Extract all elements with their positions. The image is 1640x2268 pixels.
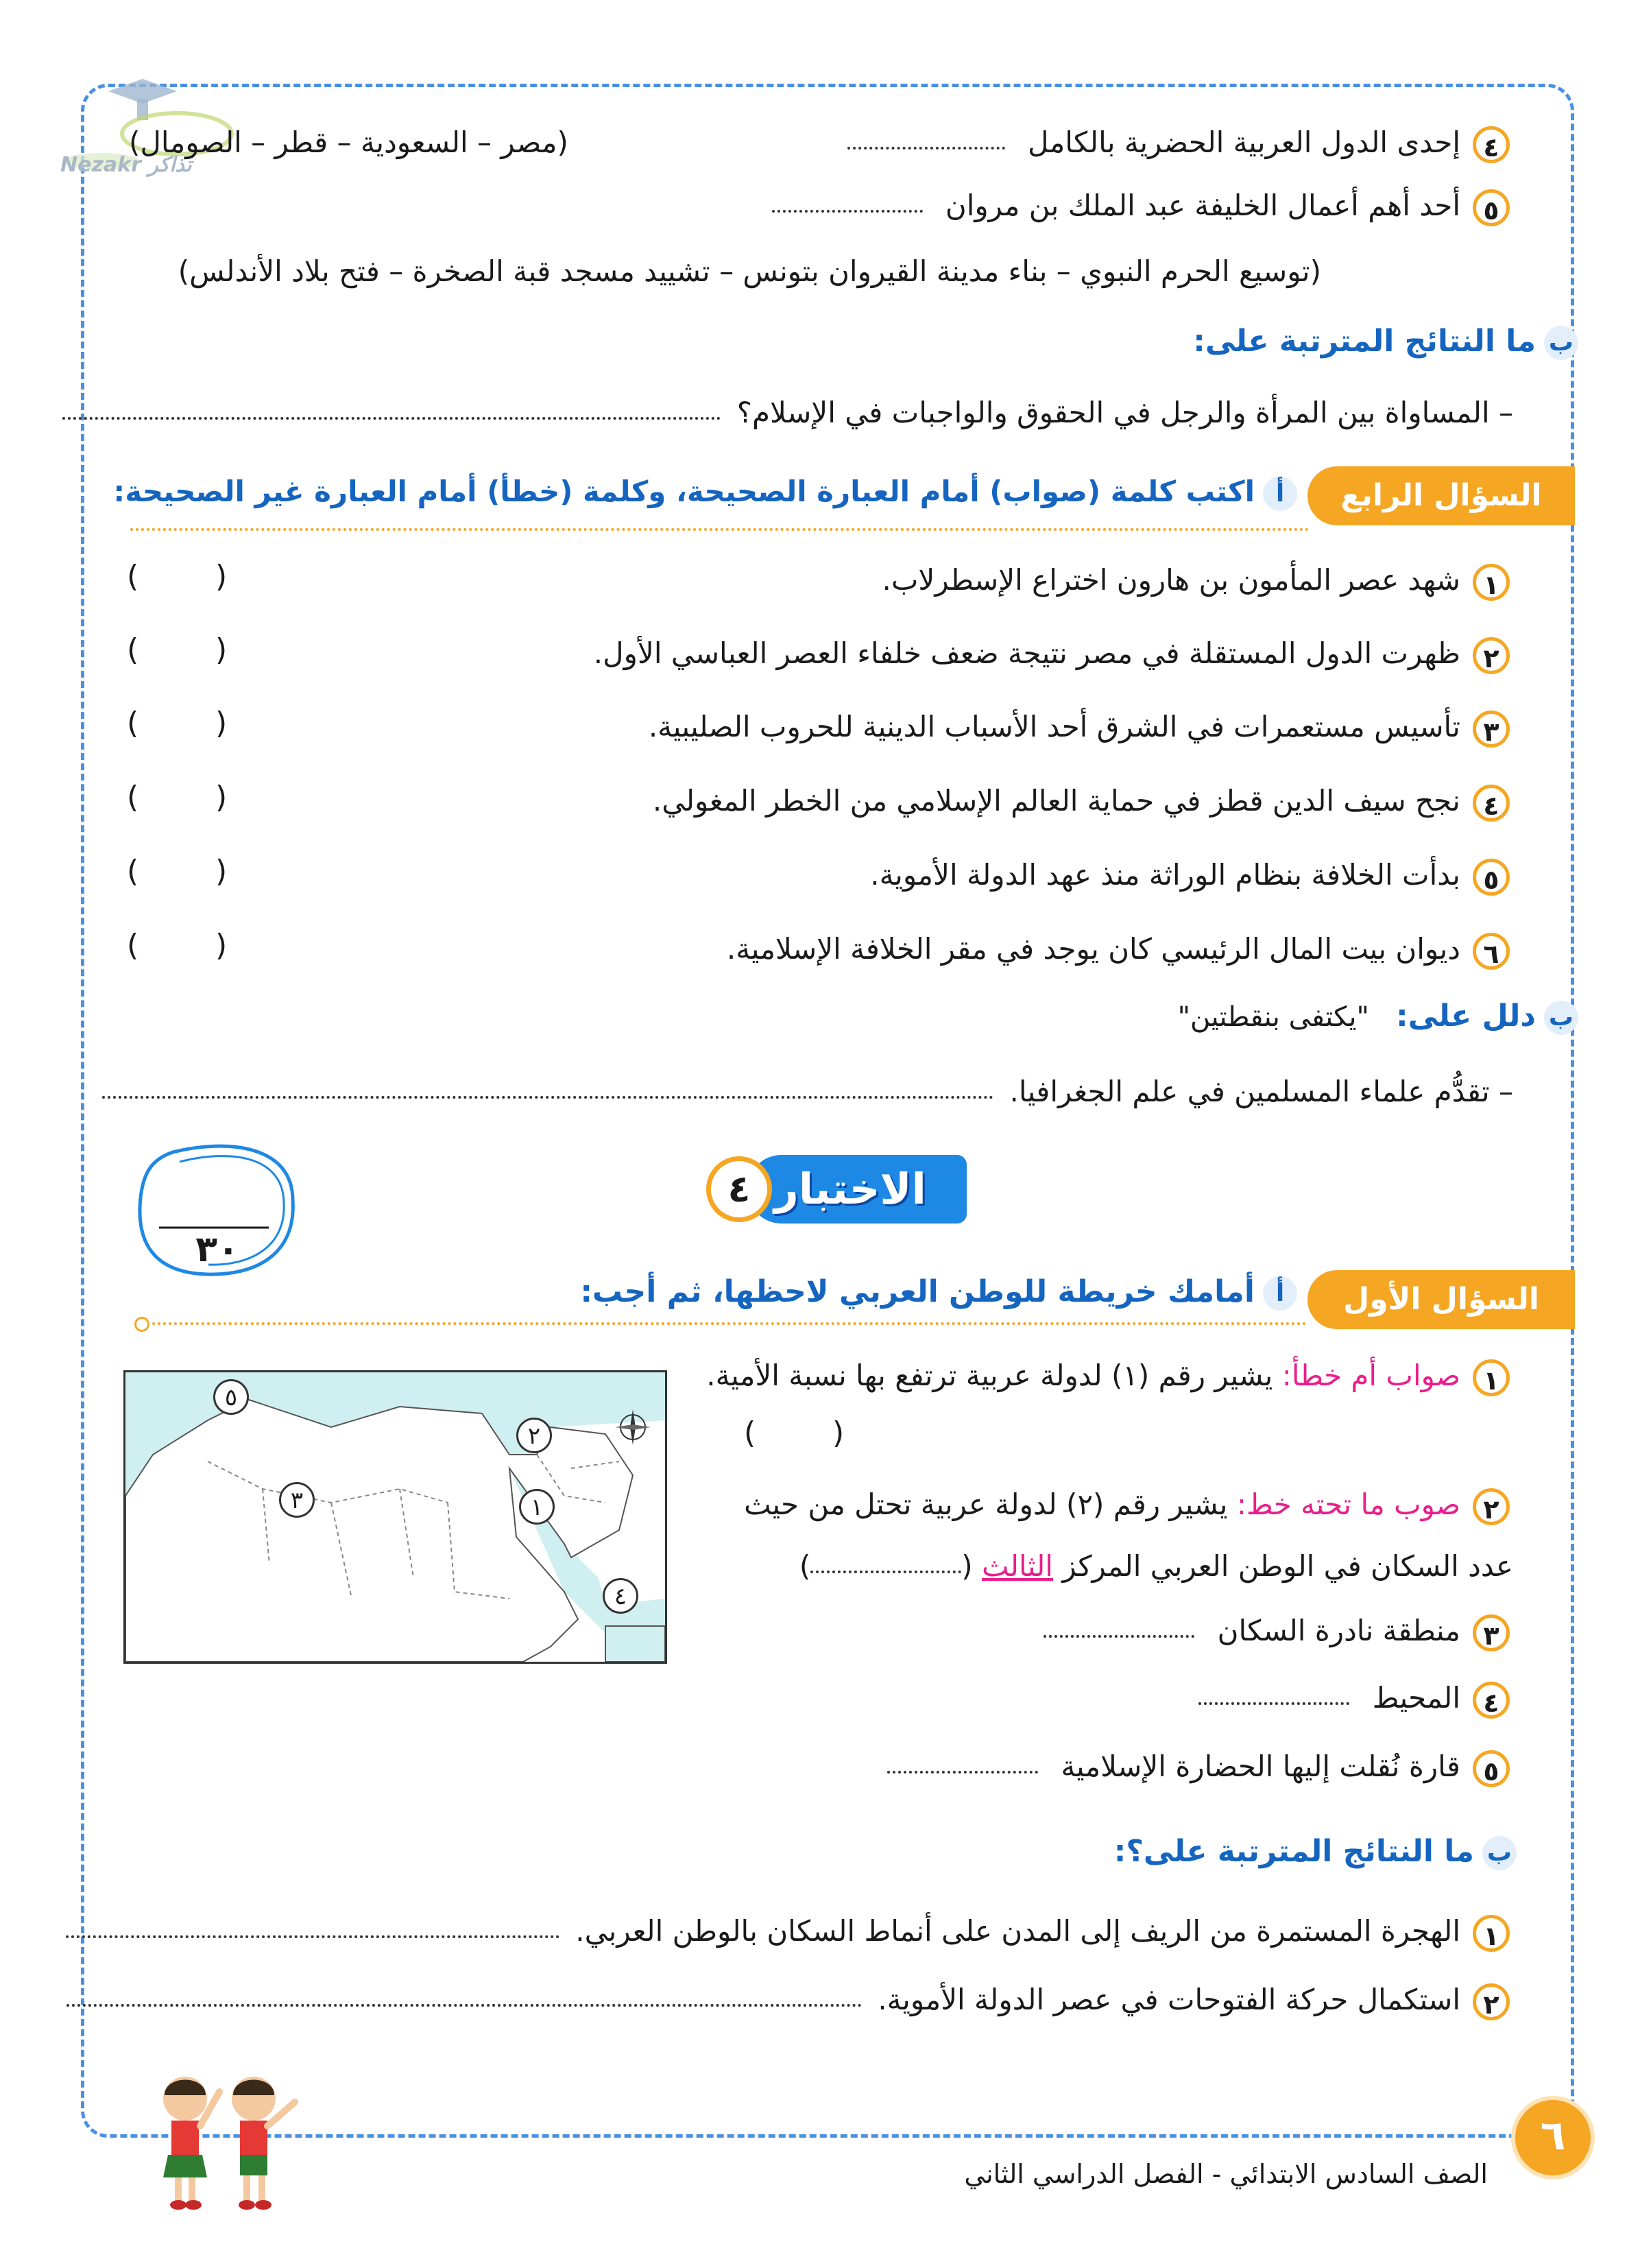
answer-parentheses[interactable]: ( ) — [127, 854, 228, 889]
q4-item-5-text: بدأت الخلافة بنظام الوراثة منذ عهد الدولة الأموية. — [870, 858, 1460, 892]
number-badge: ٤ — [1473, 126, 1510, 163]
q4-item-4-text: نجح سيف الدين قطز في حماية العالم الإسلامي من الخطر المغولي. — [652, 784, 1460, 817]
q4-item-1-text: شهد عصر المأمون بن هارون اختراع الإسطرلاب. — [882, 563, 1460, 597]
q1-item-4 — [1198, 1679, 1510, 1719]
q4-divider — [130, 528, 1310, 531]
q1-item-1-label: صواب أم خطأ: — [1281, 1359, 1460, 1392]
number-badge: ٢ — [1473, 1488, 1510, 1525]
q1-a-title-text: أمامك خريطة للوطن العربي لاحظها، ثم أجب: — [580, 1274, 1255, 1309]
q4-item-2 — [594, 634, 1510, 674]
q1-item-2-line2-text: عدد السكان في الوطن العربي المركز — [1062, 1549, 1513, 1583]
sub-badge: أ — [1263, 1276, 1297, 1311]
answer-blank[interactable] — [772, 203, 923, 213]
q4-item-6-text: ديوان بيت المال الرئيسي كان يوجد في مقر الخلافة الإسلامية. — [726, 932, 1460, 966]
answer-blank[interactable] — [810, 1564, 961, 1573]
answer-blank[interactable] — [847, 140, 1005, 150]
answer-blank[interactable] — [62, 410, 721, 420]
number-badge: ٦ — [1473, 933, 1510, 970]
q1-item-1-text: يشير رقم (١) لدولة عربية ترتفع بها نسبة الأمية. — [706, 1359, 1273, 1392]
q3-item-5 — [772, 187, 1510, 226]
paren-close: ) — [799, 1549, 811, 1583]
answer-parentheses[interactable]: ( ) — [127, 706, 228, 741]
q3-b-title — [1193, 324, 1578, 360]
q3-b-item-text: – المساواة بين المرأة والرجل في الحقوق والواجبات في الإسلام؟ — [736, 396, 1513, 429]
q4-item-2-text: ظهرت الدول المستقلة في مصر نتيجة ضعف خلفاء العصر العباسي الأول. — [593, 636, 1460, 670]
compass-icon — [614, 1408, 652, 1446]
q3-item-4-options: (مصر – السعودية – قطر – الصومال) — [129, 126, 568, 159]
q3-item-5-text: أحد أهم أعمال الخليفة عبد الملك بن مروان — [945, 189, 1460, 222]
q1-b-item-1 — [66, 1912, 1510, 1952]
answer-parentheses[interactable]: ( ) — [127, 780, 228, 815]
q4-item-1 — [882, 561, 1510, 601]
sub-badge: ب — [1544, 326, 1578, 360]
number-badge: ٤ — [1473, 785, 1510, 822]
number-badge: ٤ — [1473, 1682, 1510, 1719]
q1-b-title — [1114, 1834, 1517, 1870]
q4-b-title — [1178, 999, 1578, 1035]
q4-item-3-text: تأسيس مستعمرات في الشرق أحد الأسباب الدينية للحروب الصليبية. — [648, 710, 1460, 743]
q1-item-2-text: يشير رقم (٢) لدولة عربية تحتل من حيث — [744, 1488, 1228, 1521]
sub-badge: أ — [1263, 477, 1297, 511]
exam-number-badge — [706, 1156, 772, 1222]
page-number-badge — [1515, 2100, 1591, 2175]
q1-b-title-text: ما النتائج المترتبة على؟: — [1113, 1834, 1474, 1869]
q1-item-1 — [706, 1357, 1510, 1396]
sub-badge: ب — [1544, 1001, 1578, 1035]
q4-a-title-text: اكتب كلمة (صواب) أمام العبارة الصحيحة، وكلمة (خطأ) أمام العبارة غير الصحيحة: — [113, 475, 1255, 508]
q4-item-6 — [727, 930, 1510, 970]
q4-item-3 — [649, 708, 1510, 748]
q4-a-title — [113, 475, 1297, 511]
answer-parentheses[interactable]: ( ) — [744, 1416, 845, 1451]
kids-illustration — [137, 2064, 309, 2215]
q1-item-3 — [1044, 1612, 1510, 1651]
answer-blank[interactable] — [887, 1764, 1038, 1774]
map-label-3: ٣ — [279, 1482, 315, 1518]
q4-header: السؤال الرابع — [1307, 466, 1575, 525]
number-badge: ٣ — [1473, 1614, 1510, 1651]
number-badge: ١ — [1473, 1915, 1510, 1952]
score-box — [132, 1138, 303, 1282]
map-label-2: ٢ — [516, 1418, 552, 1453]
map-icon — [125, 1372, 665, 1662]
answer-parentheses[interactable]: ( ) — [127, 559, 228, 594]
q1-item-2-line2 — [799, 1547, 1513, 1586]
map-label-4: ٤ — [603, 1578, 638, 1614]
q1-item-2-label: صوب ما تحته خط: — [1236, 1488, 1460, 1521]
map-label-1: ١ — [519, 1489, 555, 1525]
q4-b-item-text: – تقدُّم علماء المسلمين في علم الجغرافيا. — [1009, 1075, 1513, 1108]
answer-blank[interactable] — [1044, 1628, 1194, 1638]
number-badge: ٢ — [1473, 637, 1510, 674]
kids-icon — [137, 2064, 309, 2215]
underlined-word: الثالث — [981, 1549, 1053, 1583]
number-badge: ٣ — [1473, 711, 1510, 748]
q3-b-item — [62, 394, 1513, 432]
q1-b-item-2 — [67, 1981, 1510, 2020]
number-badge: ١ — [1473, 1359, 1510, 1396]
exam-title-banner — [747, 1155, 967, 1223]
divider-dot — [134, 1317, 149, 1332]
map-label-5: ٥ — [213, 1379, 249, 1415]
number-badge: ١ — [1473, 564, 1510, 601]
arab-world-map — [123, 1370, 667, 1664]
sub-badge: ب — [1482, 1836, 1517, 1870]
number-badge: ٥ — [1473, 859, 1510, 896]
q4-b-title-text: دلل على: — [1396, 999, 1536, 1034]
q3-item-4 — [847, 123, 1510, 163]
q1-b-item-1-text: الهجرة المستمرة من الريف إلى المدن على أنماط السكان بالوطن العربي. — [575, 1914, 1460, 1948]
q1-header: السؤال الأول — [1307, 1270, 1575, 1329]
q1-item-4-text: المحيط — [1372, 1681, 1460, 1715]
answer-blank[interactable] — [102, 1089, 993, 1099]
q1-item-3-text: منطقة نادرة السكان — [1217, 1614, 1460, 1647]
q4-b-item — [102, 1073, 1513, 1111]
q4-item-4 — [653, 782, 1510, 822]
number-badge: ٢ — [1473, 1983, 1510, 2020]
score-value: ٣٠ — [195, 1229, 239, 1270]
q1-item-5 — [887, 1747, 1510, 1787]
answer-blank[interactable] — [1198, 1695, 1349, 1705]
q1-item-2 — [744, 1485, 1510, 1525]
answer-blank[interactable] — [66, 1929, 559, 1938]
q4-b-note: "يكتفى بنقطتين" — [1177, 1001, 1369, 1033]
q4-item-5 — [870, 856, 1510, 896]
logo-text: Nezakr تذاكر — [60, 153, 192, 177]
q1-b-item-2-text: استكمال حركة الفتوحات في عصر الدولة الأموية. — [878, 1983, 1460, 2016]
q1-item-5-text: قارة نُقلت إليها الحضارة الإسلامية — [1061, 1750, 1460, 1783]
number-badge: ٥ — [1473, 1750, 1510, 1787]
logo — [60, 58, 245, 182]
exam-title: الاختبار — [774, 1164, 926, 1214]
exam-number: ٤ — [727, 1167, 751, 1210]
answer-parentheses[interactable]: ( ) — [127, 632, 228, 667]
q1-divider — [141, 1322, 1307, 1325]
q1-a-title — [580, 1274, 1297, 1311]
paren-open: ( — [961, 1549, 973, 1583]
answer-blank[interactable] — [67, 1997, 862, 2007]
page-number: ٦ — [1540, 2112, 1566, 2160]
q3-item-5-options: (توسيع الحرم النبوي – بناء مدينة القيروان بتونس – تشييد مسجد قبة الصخرة – فتح بلاد الأندلس) — [178, 254, 1321, 288]
answer-parentheses[interactable]: ( ) — [127, 928, 228, 963]
number-badge: ٥ — [1473, 189, 1510, 226]
q3-item-4-text: إحدى الدول العربية الحضرية بالكامل — [1027, 126, 1460, 159]
q3-b-title-text: ما النتائج المترتبة على: — [1193, 324, 1536, 359]
footer-text: الصف السادس الابتدائي - الفصل الدراسي الثاني — [964, 2159, 1488, 2189]
